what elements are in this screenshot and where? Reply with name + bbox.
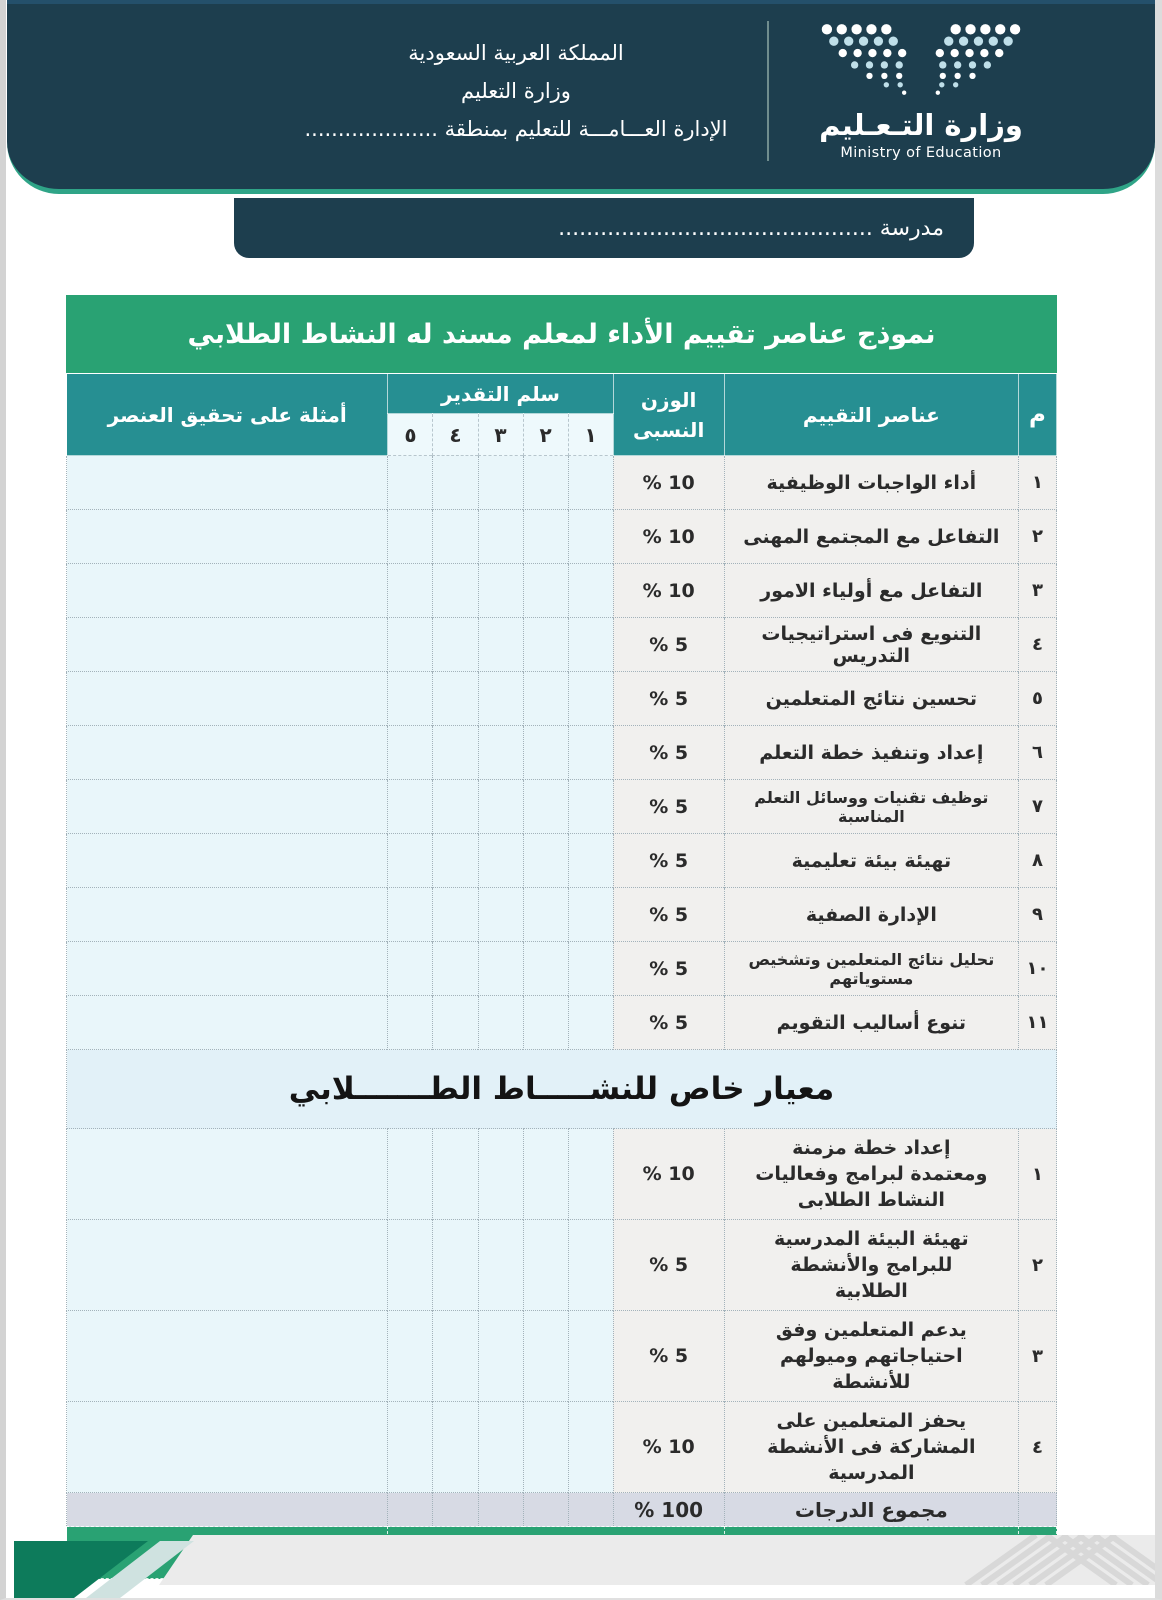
examples-cell: [67, 726, 388, 780]
row-weight: % 5: [613, 834, 724, 888]
row-weight: % 10: [613, 456, 724, 510]
row-number: ١: [1018, 456, 1056, 510]
header-divider: [767, 21, 769, 161]
examples-cell: [67, 1220, 388, 1311]
criteria-row: [67, 672, 1057, 726]
row-weight: % 5: [613, 618, 724, 672]
header-band: [7, 0, 1155, 194]
special-section-header-row: [67, 1050, 1057, 1129]
examples-cell: [67, 834, 388, 888]
criteria-row: [67, 888, 1057, 942]
row-item-label: إعداد خطة مزمنة ومعتمدة لبرامج وفعاليات النشاط الطلابى: [724, 1129, 1018, 1220]
evaluation-form: [66, 295, 1057, 1579]
row-weight: % 5: [613, 726, 724, 780]
total-rating-cell-2: [523, 1493, 568, 1527]
row-item-label: التفاعل مع أولياء الامور: [724, 564, 1018, 618]
examples-cell: [67, 456, 388, 510]
rating-cell-1: [568, 942, 613, 996]
total-label: مجموع الدرجات: [724, 1493, 1018, 1527]
rating-cell-3: [478, 780, 523, 834]
row-item-label: تحليل نتائج المتعلمين وتشخيص مستوياتهم: [724, 942, 1018, 996]
total-rating-cell-1: [568, 1493, 613, 1527]
rating-cell-2: [523, 1311, 568, 1402]
row-weight: % 5: [613, 996, 724, 1050]
rating-cell-4: [433, 672, 478, 726]
examples-cell: [67, 996, 388, 1050]
form-title: نموذج عناصر تقييم الأداء لمعلم مسند له النشاط الطلابي: [66, 295, 1057, 373]
rating-cell-4: [433, 618, 478, 672]
row-weight: % 5: [613, 1311, 724, 1402]
row-weight: % 10: [613, 510, 724, 564]
rating-cell-5: [388, 780, 433, 834]
col-header-scale: سلم التقدير: [388, 374, 613, 414]
examples-cell: [67, 1311, 388, 1402]
row-number: ٧: [1018, 780, 1056, 834]
rating-cell-3: [478, 672, 523, 726]
country-line: المملكة العربية السعودية: [408, 40, 624, 65]
rating-cell-4: [433, 834, 478, 888]
criteria-row: [67, 564, 1057, 618]
rating-cell-1: [568, 996, 613, 1050]
row-weight: % 10: [613, 564, 724, 618]
rating-cell-4: [433, 888, 478, 942]
criteria-row: [67, 618, 1057, 672]
criteria-row: [67, 942, 1057, 996]
rating-cell-1: [568, 834, 613, 888]
rating-cell-3: [478, 1129, 523, 1220]
rating-cell-5: [388, 834, 433, 888]
row-item-label: يحفز المتعلمين على المشاركة فى الأنشطة المدرسية: [724, 1402, 1018, 1493]
total-rating-cell-3: [478, 1493, 523, 1527]
ministry-logo-dots-icon: [817, 22, 1025, 102]
rating-cell-2: [523, 780, 568, 834]
rating-cell-5: [388, 564, 433, 618]
rating-cell-3: [478, 1311, 523, 1402]
row-number: ٣: [1018, 1311, 1056, 1402]
rating-cell-4: [433, 564, 478, 618]
rating-cell-2: [523, 888, 568, 942]
scale-value-1: ١: [568, 414, 613, 456]
scale-value-4: ٤: [433, 414, 478, 456]
row-number: ٦: [1018, 726, 1056, 780]
ministry-logo: [805, 20, 1037, 161]
rating-cell-4: [433, 456, 478, 510]
rating-cell-5: [388, 510, 433, 564]
row-number: ٣: [1018, 564, 1056, 618]
col-header-weight: الوزن النسبى: [613, 374, 724, 456]
rating-cell-1: [568, 1220, 613, 1311]
rating-cell-2: [523, 726, 568, 780]
rating-cell-2: [523, 834, 568, 888]
rating-cell-5: [388, 1402, 433, 1493]
criteria-row: [67, 834, 1057, 888]
rating-cell-3: [478, 510, 523, 564]
row-number: ١: [1018, 1129, 1056, 1220]
rating-cell-5: [388, 1220, 433, 1311]
rating-cell-3: [478, 996, 523, 1050]
rating-cell-4: [433, 1220, 478, 1311]
col-header-number: م: [1018, 374, 1056, 456]
rating-cell-4: [433, 1402, 478, 1493]
rating-cell-4: [433, 942, 478, 996]
total-value: % 100: [613, 1493, 724, 1527]
rating-cell-5: [388, 1311, 433, 1402]
rating-cell-2: [523, 564, 568, 618]
rating-cell-3: [478, 1402, 523, 1493]
examples-cell: [67, 618, 388, 672]
ministry-text-block: [301, 34, 731, 148]
total-row: [67, 1493, 1057, 1527]
row-item-label: إعداد وتنفيذ خطة التعلم: [724, 726, 1018, 780]
total-rating-cell-4: [433, 1493, 478, 1527]
special-criteria-row: [67, 1402, 1057, 1493]
examples-cell: [67, 564, 388, 618]
rating-cell-1: [568, 780, 613, 834]
scale-value-5: ٥: [388, 414, 433, 456]
rating-cell-1: [568, 564, 613, 618]
rating-cell-4: [433, 1311, 478, 1402]
examples-cell: [67, 672, 388, 726]
criteria-row: [67, 780, 1057, 834]
special-criteria-row: [67, 1220, 1057, 1311]
rating-cell-5: [388, 942, 433, 996]
school-banner: [234, 198, 974, 258]
rating-cell-5: [388, 456, 433, 510]
row-number: ١٠: [1018, 942, 1056, 996]
rating-cell-3: [478, 1220, 523, 1311]
rating-cell-2: [523, 672, 568, 726]
rating-cell-5: [388, 618, 433, 672]
rating-cell-2: [523, 456, 568, 510]
ministry-logo-wordmark: وزارة التـعـليم: [819, 108, 1023, 142]
row-number: ٢: [1018, 1220, 1056, 1311]
rating-cell-3: [478, 618, 523, 672]
row-item-label: توظيف تقنيات ووسائل التعلم المناسبة: [724, 780, 1018, 834]
rating-cell-1: [568, 1129, 613, 1220]
rating-cell-2: [523, 1402, 568, 1493]
rating-cell-2: [523, 510, 568, 564]
rating-cell-2: [523, 996, 568, 1050]
special-section-title: معيار خاص للنشـــــاط الطـــــــلابي: [67, 1050, 1057, 1129]
scale-value-3: ٣: [478, 414, 523, 456]
row-number: ١١: [1018, 996, 1056, 1050]
evaluation-table: [66, 373, 1057, 1579]
examples-cell: [67, 1129, 388, 1220]
rating-cell-2: [523, 1220, 568, 1311]
rating-cell-4: [433, 1129, 478, 1220]
col-header-examples: أمثلة على تحقيق العنصر: [67, 374, 388, 456]
directorate-line: الإدارة العـــامـــة للتعليم بمنطقة ....................: [304, 116, 728, 141]
row-weight: % 5: [613, 1220, 724, 1311]
row-item-label: تهيئة البيئة المدرسية للبرامج والأنشطة الطلابية: [724, 1220, 1018, 1311]
criteria-row: [67, 726, 1057, 780]
examples-cell: [67, 780, 388, 834]
row-item-label: التنويع فى استراتيجيات التدريس: [724, 618, 1018, 672]
rating-cell-2: [523, 1129, 568, 1220]
examples-cell: [67, 888, 388, 942]
row-item-label: تحسين نتائج المتعلمين: [724, 672, 1018, 726]
row-weight: % 10: [613, 1129, 724, 1220]
ministry-logo-subtitle: Ministry of Education: [840, 145, 1002, 161]
rating-cell-5: [388, 996, 433, 1050]
row-item-label: يدعم المتعلمين وفق احتياجاتهم وميولهم للأنشطة: [724, 1311, 1018, 1402]
rating-cell-4: [433, 780, 478, 834]
rating-cell-3: [478, 726, 523, 780]
rating-cell-1: [568, 618, 613, 672]
rating-cell-5: [388, 888, 433, 942]
school-label: مدرسة .............................................: [558, 215, 944, 241]
rating-cell-3: [478, 942, 523, 996]
row-number: ٢: [1018, 510, 1056, 564]
rating-cell-4: [433, 996, 478, 1050]
row-item-label: الإدارة الصفية: [724, 888, 1018, 942]
criteria-row: [67, 510, 1057, 564]
row-item-label: أداء الواجبات الوظيفية: [724, 456, 1018, 510]
special-criteria-row: [67, 1311, 1057, 1402]
rating-cell-1: [568, 1311, 613, 1402]
row-weight: % 5: [613, 780, 724, 834]
examples-cell: [67, 510, 388, 564]
criteria-row: [67, 996, 1057, 1050]
total-rating-cell-5: [388, 1493, 433, 1527]
rating-cell-3: [478, 564, 523, 618]
row-item-label: تنوع أساليب التقويم: [724, 996, 1018, 1050]
rating-cell-3: [478, 834, 523, 888]
total-number-cell: [1018, 1493, 1056, 1527]
criteria-row: [67, 456, 1057, 510]
rating-cell-1: [568, 888, 613, 942]
rating-cell-5: [388, 672, 433, 726]
col-header-items: عناصر التقييم: [724, 374, 1018, 456]
rating-cell-3: [478, 888, 523, 942]
rating-cell-3: [478, 456, 523, 510]
row-weight: % 5: [613, 888, 724, 942]
rating-cell-1: [568, 456, 613, 510]
row-number: ٤: [1018, 618, 1056, 672]
rating-cell-5: [388, 726, 433, 780]
row-weight: % 10: [613, 1402, 724, 1493]
row-item-label: التفاعل مع المجتمع المهنى: [724, 510, 1018, 564]
rating-cell-4: [433, 510, 478, 564]
row-number: ٤: [1018, 1402, 1056, 1493]
rating-cell-5: [388, 1129, 433, 1220]
rating-cell-1: [568, 510, 613, 564]
examples-cell: [67, 942, 388, 996]
total-examples-cell: [67, 1493, 388, 1527]
rating-cell-2: [523, 942, 568, 996]
row-item-label: تهيئة بيئة تعليمية: [724, 834, 1018, 888]
scale-value-2: ٢: [523, 414, 568, 456]
rating-cell-1: [568, 1402, 613, 1493]
row-weight: % 5: [613, 942, 724, 996]
row-weight: % 5: [613, 672, 724, 726]
row-number: ٥: [1018, 672, 1056, 726]
examples-cell: [67, 1402, 388, 1493]
row-number: ٩: [1018, 888, 1056, 942]
ministry-line: وزارة التعليم: [461, 78, 571, 103]
rating-cell-1: [568, 672, 613, 726]
special-criteria-row: [67, 1129, 1057, 1220]
rating-cell-2: [523, 618, 568, 672]
rating-cell-4: [433, 726, 478, 780]
rating-cell-1: [568, 726, 613, 780]
row-number: ٨: [1018, 834, 1056, 888]
footer-decoration: [6, 1535, 1162, 1598]
